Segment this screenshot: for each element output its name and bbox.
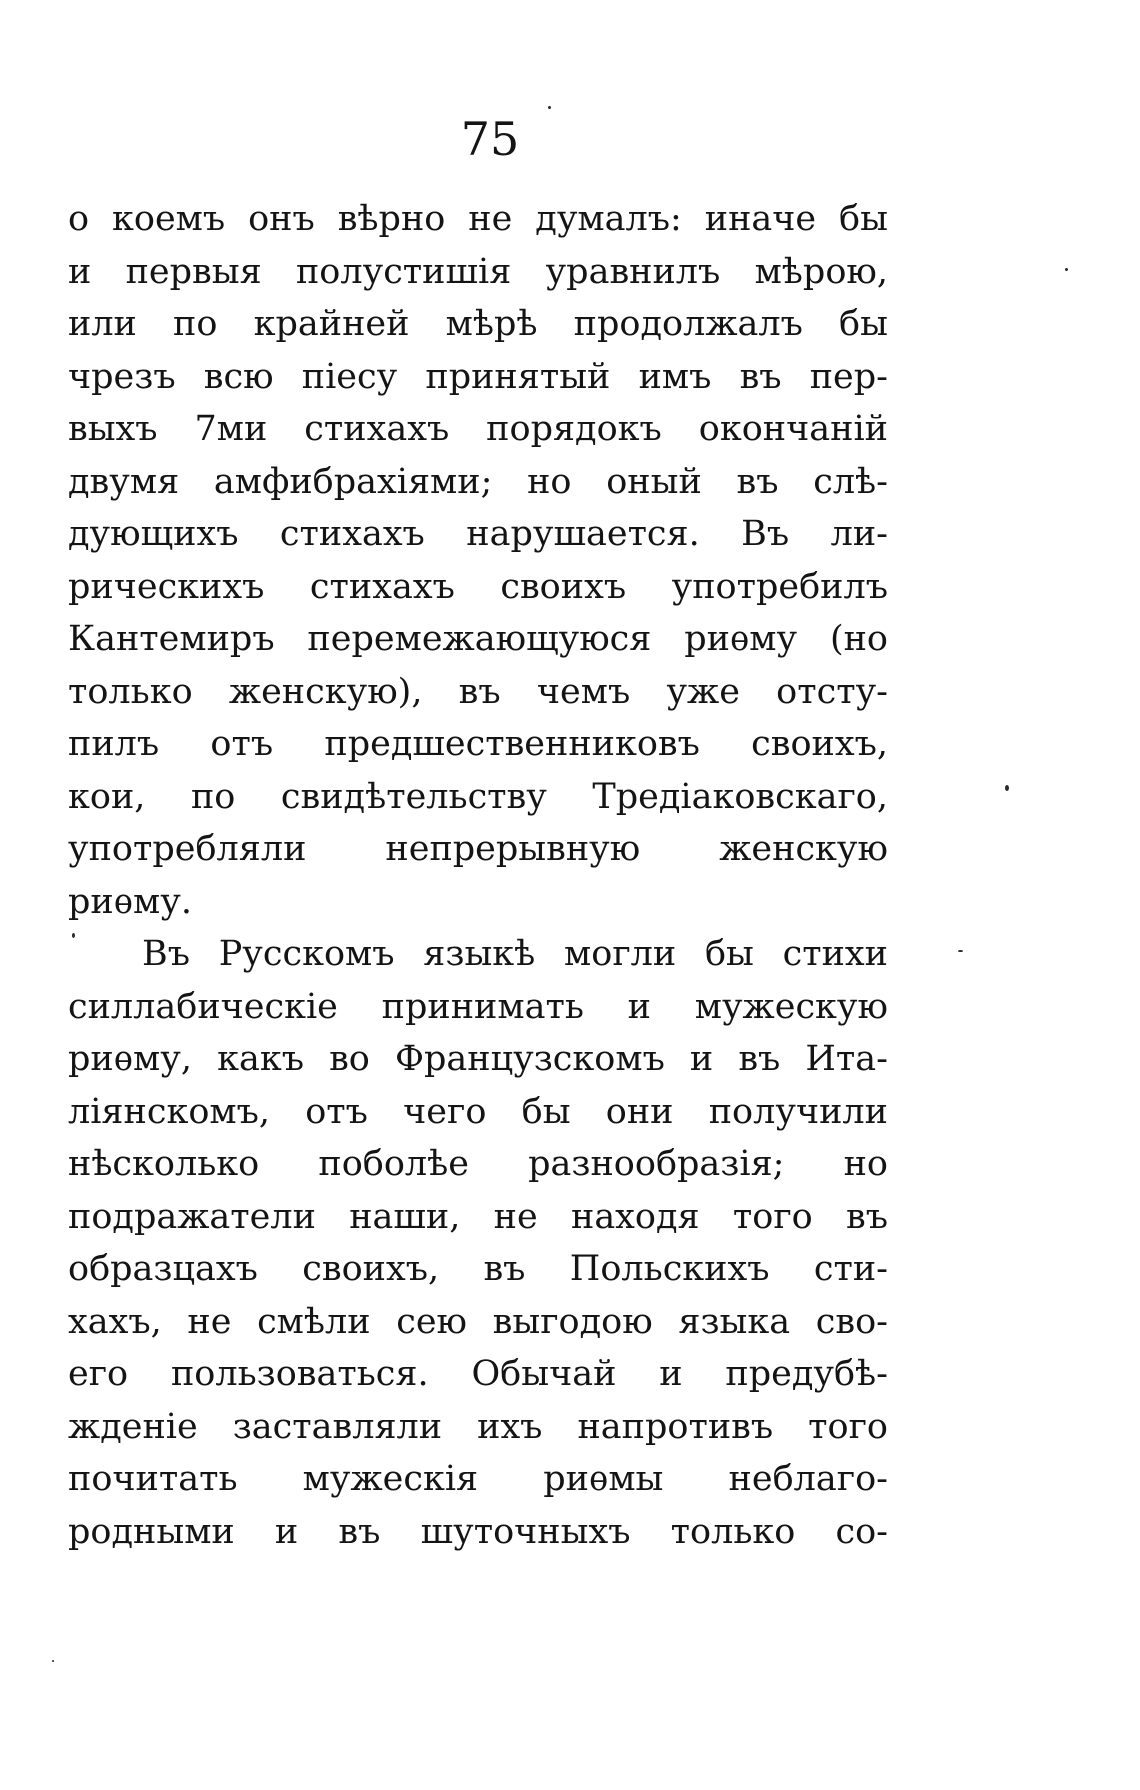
text-line: подражатели наши, не находя того въ	[68, 1196, 888, 1237]
text-line: употребляли непрерывную женскую	[68, 829, 888, 869]
text-line: образцахъ своихъ, въ Польскихъ сти-	[68, 1249, 888, 1289]
text-line: силлабическіе принимать и мужескую	[68, 986, 888, 1027]
scan-speck	[548, 106, 551, 109]
text-line: чрезъ всю піесу принятый имъ въ пер-	[68, 356, 888, 397]
scan-speck	[52, 1660, 54, 1662]
scan-speck	[958, 950, 963, 952]
paragraph-first-line: Въ Русскомъ языкѣ могли бы стихи	[142, 934, 888, 974]
text-line: рическихъ стихахъ своихъ употребилъ	[68, 566, 888, 607]
text-line: риѳму, какъ во Французскомъ и въ Ита-	[68, 1039, 888, 1079]
scan-speck	[1005, 785, 1009, 791]
text-line: нѣсколько поболѣе разнообразія; но	[68, 1144, 888, 1184]
text-line: риѳму.	[68, 881, 193, 922]
text-line: родными и въ шуточныхъ только со-	[68, 1511, 888, 1552]
text-line: дующихъ стихахъ нарушается. Въ ли-	[68, 514, 888, 554]
text-line: Кантемиръ перемежающуюся риѳму (но	[68, 619, 888, 659]
text-line: и первыя полустишія уравнилъ мѣрою,	[68, 251, 888, 292]
text-line: хахъ, не смѣли сею выгодою языка сво-	[68, 1301, 888, 1342]
body-text	[68, 193, 888, 1558]
text-line: двумя амфибрахіями; но оный въ слѣ-	[68, 461, 888, 502]
text-line: только женскую), въ чемъ уже отсту-	[68, 671, 888, 712]
text-line: его пользоваться. Обычай и предубѣ-	[68, 1354, 888, 1394]
scan-speck	[1065, 268, 1068, 271]
scan-speck	[72, 933, 75, 938]
text-line: о коемъ онъ вѣрно не думалъ: иначе бы	[68, 199, 888, 239]
text-line: или по крайней мѣрѣ продолжалъ бы	[68, 304, 888, 344]
text-line: выхъ 7ми стихахъ порядокъ окончаній	[68, 409, 888, 449]
text-line: кои, по свидѣтельству Тредіаковскаго,	[68, 776, 888, 817]
text-line: почитать мужескія риѳмы неблаго-	[68, 1459, 888, 1499]
text-line: пилъ отъ предшественниковъ своихъ,	[68, 724, 888, 764]
text-line: жденіе заставляли ихъ напротивъ того	[68, 1406, 888, 1447]
text-line: ліянскомъ, отъ чего бы они получили	[68, 1091, 888, 1132]
page-number: 75	[460, 112, 520, 166]
